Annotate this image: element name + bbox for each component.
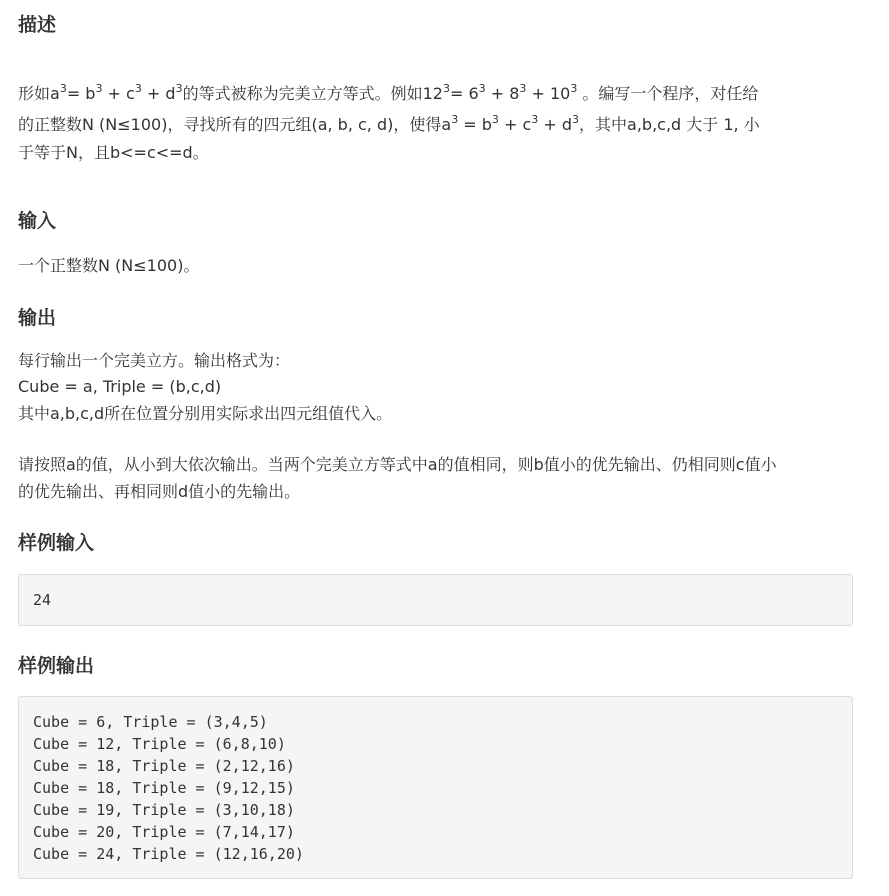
output-format-line: Cube = a, Triple = (b,c,d) [18, 377, 222, 396]
exponent: 3 [442, 82, 450, 95]
sample-output-line: Cube = 24, Triple = (12,16,20) [33, 845, 304, 863]
exponent: 3 [95, 82, 103, 95]
desc-text: + d [141, 84, 176, 103]
input-heading: 输入 [18, 210, 57, 232]
desc-text: = 6 [449, 84, 479, 103]
desc-text: + d [538, 115, 573, 134]
exponent: 3 [572, 113, 580, 126]
desc-text: = b [66, 84, 96, 103]
description-line-3: 于等于N，且b<=c<=d。 [18, 143, 209, 162]
sample-output-line: Cube = 19, Triple = (3,10,18) [33, 801, 295, 819]
desc-text: ，其中a,b,c,d 大于 1, 小 [579, 115, 760, 134]
desc-text: = b [458, 115, 492, 134]
output-line-3: 其中a,b,c,d所在位置分别用实际求出四元组值代入。 [18, 404, 393, 423]
sample-output-line: Cube = 6, Triple = (3,4,5) [33, 713, 268, 731]
description-line-1 [18, 80, 858, 108]
desc-text: 的正整数N (N≤100)，寻找所有的四元组(a, b, c, d)，使得a [18, 115, 452, 134]
exponent: 3 [519, 82, 527, 95]
exponent: 3 [531, 113, 539, 126]
output-line-1: 每行输出一个完美立方。输出格式为： [18, 351, 291, 370]
desc-text: + c [498, 115, 532, 134]
output-heading: 输出 [18, 307, 57, 329]
exponent: 3 [59, 82, 67, 95]
sample-input-value: 24 [33, 591, 52, 609]
sample-output-line: Cube = 12, Triple = (6,8,10) [33, 735, 286, 753]
sample-output-heading: 样例输出 [18, 655, 95, 677]
sample-output-box [18, 696, 853, 879]
desc-text: + 10 [526, 84, 571, 103]
sample-input-box [18, 574, 853, 626]
desc-text: + 8 [485, 84, 520, 103]
desc-text: 的等式被称为完美立方等式。例如12 [182, 84, 443, 103]
sample-input-heading: 样例输入 [18, 532, 95, 554]
exponent: 3 [491, 113, 499, 126]
output-line-4: 请按照a的值，从小到大依次输出。当两个完美立方等式中a的值相同，则b值小的优先输出、仍相同则c值小 [18, 455, 777, 474]
sample-output-line: Cube = 20, Triple = (7,14,17) [33, 823, 295, 841]
description-heading: 描述 [18, 14, 57, 36]
exponent: 3 [175, 82, 183, 95]
exponent: 3 [478, 82, 486, 95]
desc-text: + c [102, 84, 135, 103]
sample-output-line: Cube = 18, Triple = (2,12,16) [33, 757, 295, 775]
exponent: 3 [134, 82, 142, 95]
desc-text: 形如a [18, 84, 60, 103]
output-line-5: 的优先输出、再相同则d值小的先输出。 [18, 482, 301, 501]
exponent: 3 [451, 113, 459, 126]
description-line-2 [18, 111, 858, 139]
sample-output-line: Cube = 18, Triple = (9,12,15) [33, 779, 295, 797]
input-text: 一个正整数N (N≤100)。 [18, 256, 200, 275]
exponent: 3 [570, 82, 578, 95]
desc-text: 。编写一个程序，对任给 [577, 84, 759, 103]
